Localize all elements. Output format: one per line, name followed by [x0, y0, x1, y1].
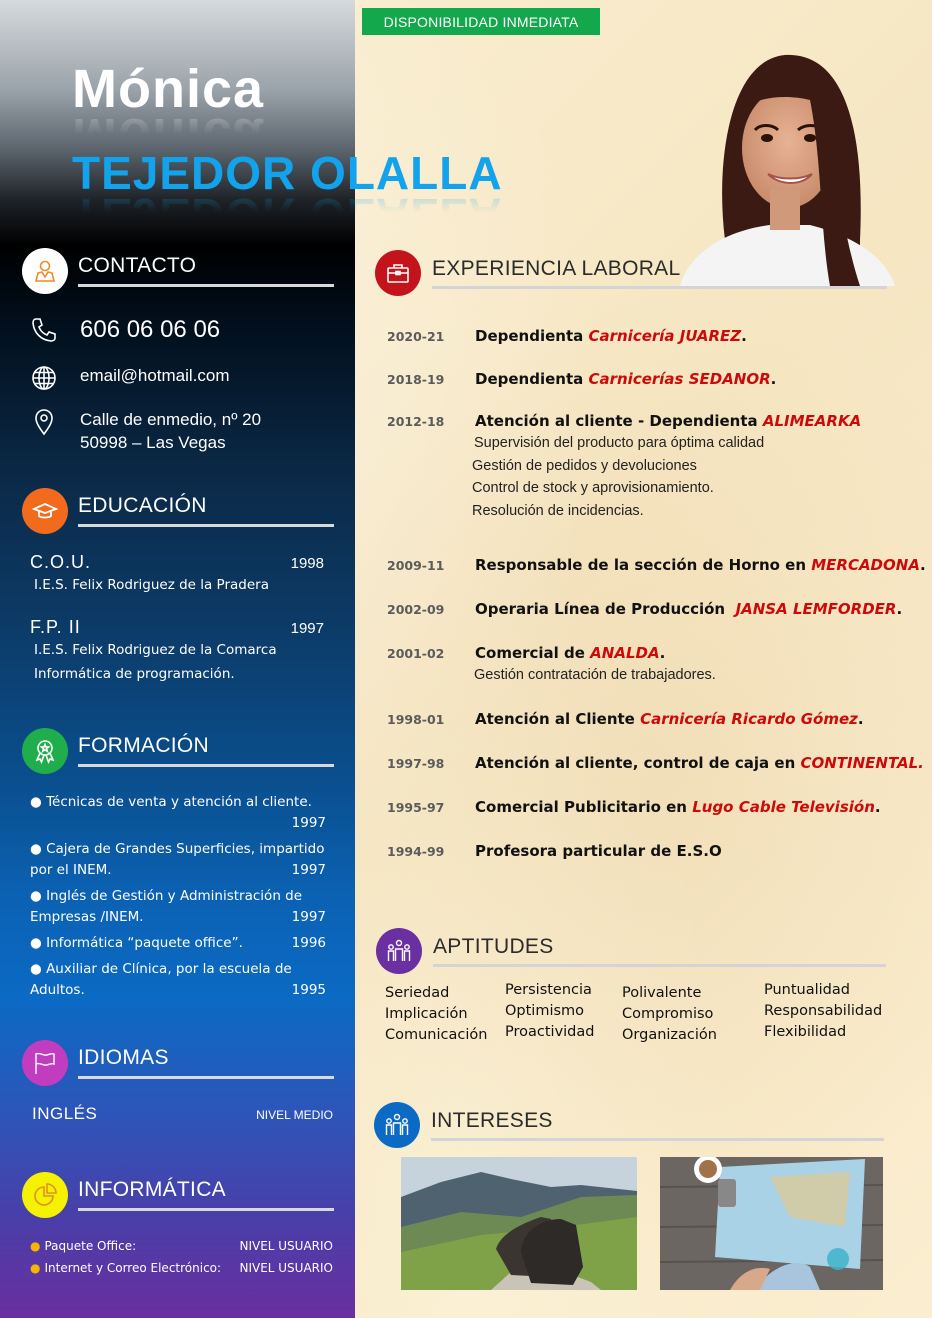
aptitudes-column — [622, 983, 744, 1046]
bullet-icon: ● — [30, 1239, 41, 1253]
aptitudes-column — [505, 980, 602, 1046]
experience-section-header — [375, 250, 887, 298]
award-icon — [22, 728, 68, 774]
language-level: NIVEL MEDIO — [256, 1108, 333, 1122]
experience-title: EXPERIENCIA LABORAL — [432, 257, 681, 280]
aptitudes-column — [385, 983, 488, 1046]
education-school: I.E.S. Felix Rodriguez de la Comarca — [34, 642, 277, 658]
aptitude: Persistencia — [505, 982, 592, 998]
it-skill-row — [30, 1235, 333, 1257]
section-divider — [431, 1138, 884, 1141]
section-divider — [78, 524, 334, 527]
pie-chart-icon — [22, 1172, 68, 1218]
job-detail: Resolución de incidencias. — [472, 502, 644, 519]
job-years: 2001-02 — [387, 646, 445, 661]
punctuation: . — [770, 370, 777, 388]
aptitude: Seriedad — [385, 985, 450, 1001]
bullet-icon: ● — [30, 1261, 41, 1275]
job-entry — [387, 840, 722, 862]
job-entry — [387, 410, 861, 522]
it-title: INFORMÁTICA — [78, 1178, 226, 1201]
formation-course-cont: por el INEM. — [30, 862, 112, 878]
formation-course: ● Informática “paquete office”. — [30, 935, 243, 951]
briefcase-icon — [375, 250, 421, 296]
education-item — [30, 552, 324, 597]
it-skill-level: NIVEL USUARIO — [239, 1261, 333, 1275]
job-entry — [387, 642, 716, 687]
formation-item — [30, 933, 326, 954]
aptitude: Implicación — [385, 1006, 468, 1022]
section-divider — [78, 284, 334, 287]
address-line-1: Calle de enmedio, nº 20 — [80, 410, 262, 429]
job-company: MERCADONA — [811, 556, 920, 574]
education-year: 1997 — [290, 620, 324, 637]
education-specialty: Informática de programación. — [34, 666, 235, 682]
job-years: 2012-18 — [387, 414, 445, 429]
formation-course: ● Técnicas de venta y atención al cliente. — [30, 794, 312, 810]
job-years: 1998-01 — [387, 712, 445, 727]
team-icon — [376, 928, 422, 974]
availability-badge: DISPONIBILIDAD INMEDIATA — [362, 8, 600, 35]
job-entry — [387, 752, 924, 774]
punctuation: . — [896, 600, 903, 618]
job-role: Atención al cliente, control de caja en — [475, 754, 801, 772]
formation-year: 1997 — [291, 815, 326, 831]
travel-map-planning-photo — [660, 1157, 883, 1290]
section-divider — [78, 764, 334, 767]
punctuation: . — [741, 327, 747, 345]
aptitudes-title: APTITUDES — [433, 935, 554, 958]
person-icon — [22, 248, 68, 294]
job-years: 2002-09 — [387, 602, 445, 617]
job-company: ANALDA — [590, 644, 660, 662]
formation-title: FORMACIÓN — [78, 734, 210, 757]
address-line-2: 50998 – Las Vegas — [80, 433, 226, 452]
job-company: ALIMEARKA — [762, 412, 862, 430]
job-entry — [387, 708, 864, 730]
job-detail: Gestión contratación de trabajadores. — [474, 667, 716, 683]
formation-item — [30, 959, 326, 1001]
job-years: 2020-21 — [387, 329, 445, 344]
job-role: Comercial de — [475, 644, 591, 662]
address — [80, 408, 261, 454]
location-pin-icon — [30, 408, 58, 436]
job-role: Profesora particular de E.S.O — [475, 842, 722, 860]
section-divider — [433, 964, 886, 967]
education-year: 1998 — [290, 555, 324, 572]
job-role: Atención al cliente - Dependienta — [475, 412, 763, 430]
aptitude: Responsabilidad — [764, 1003, 883, 1019]
job-years: 2009-11 — [387, 558, 445, 573]
job-years: 1994-99 — [387, 844, 445, 859]
aptitude: Optimismo — [505, 1003, 585, 1019]
it-skill-level: NIVEL USUARIO — [239, 1239, 333, 1253]
job-company: Carnicería JUAREZ — [588, 327, 742, 345]
it-skills-list — [30, 1235, 333, 1279]
contact-section-header — [22, 248, 334, 296]
punctuation: . — [659, 644, 666, 662]
job-company: JANSA LEMFORDER — [735, 600, 897, 618]
job-role: Atención al Cliente — [475, 710, 641, 728]
interests-section-header — [374, 1102, 884, 1150]
formation-year: 1997 — [291, 862, 326, 878]
formation-item — [30, 886, 326, 928]
job-role: Comercial Publicitario en — [475, 798, 693, 816]
aptitude: Comunicación — [385, 1027, 488, 1043]
first-name: Mónica — [72, 59, 265, 119]
aptitudes-section-header — [376, 928, 886, 976]
education-school: I.E.S. Felix Rodriguez de la Pradera — [34, 577, 269, 593]
job-years: 1997-98 — [387, 756, 445, 771]
punctuation: . — [857, 710, 864, 728]
languages-title: IDIOMAS — [78, 1046, 169, 1069]
contact-phone-row — [30, 316, 220, 344]
languages-section-header — [22, 1040, 334, 1088]
formation-year: 1995 — [291, 982, 326, 998]
formation-year: 1996 — [291, 935, 326, 951]
job-company: Carnicería Ricardo Gómez — [640, 710, 858, 728]
interests-title: INTERESES — [431, 1109, 553, 1132]
section-divider — [78, 1076, 334, 1079]
globe-icon — [30, 364, 58, 392]
hiking-boots-mountain-photo — [401, 1157, 637, 1290]
contact-email-row — [30, 364, 230, 392]
job-company: Carnicerías SEDANOR — [588, 370, 771, 388]
it-section-header — [22, 1172, 334, 1220]
formation-course: ● Inglés de Gestión y Administración de — [30, 888, 303, 904]
aptitude: Flexibilidad — [764, 1024, 847, 1040]
formation-course-cont: Empresas /INEM. — [30, 909, 144, 925]
aptitudes-grid — [385, 980, 902, 1046]
section-divider — [432, 286, 887, 289]
job-entry — [387, 796, 881, 818]
job-company: Lugo Cable Televisión — [692, 798, 875, 816]
job-entry — [387, 598, 902, 620]
job-entry — [387, 368, 776, 390]
job-company: CONTINENTAL. — [800, 754, 924, 772]
job-years: 2018-19 — [387, 372, 445, 387]
it-skill-name: Paquete Office: — [44, 1239, 137, 1253]
it-skill-row — [30, 1257, 333, 1279]
aptitude: Polivalente — [622, 985, 702, 1001]
formation-course-cont: Adultos. — [30, 982, 85, 998]
aptitude: Proactividad — [505, 1024, 595, 1040]
it-skill-name: Internet y Correo Electrónico: — [44, 1261, 222, 1275]
punctuation: . — [919, 556, 926, 574]
aptitude: Organización — [622, 1027, 717, 1043]
aptitude: Compromiso — [622, 1006, 714, 1022]
section-divider — [78, 1208, 334, 1211]
punctuation: . — [874, 798, 881, 816]
job-entry — [387, 554, 926, 576]
last-name: TEJEDOR OLALLA — [72, 147, 503, 199]
job-role: Responsable de la sección de Horno en — [475, 556, 812, 574]
education-degree: F.P. II — [30, 617, 81, 637]
contact-title: CONTACTO — [78, 254, 197, 277]
contact-address-row — [30, 408, 261, 454]
language-row — [32, 1104, 333, 1124]
flag-icon — [22, 1040, 68, 1086]
phone-icon — [30, 316, 58, 344]
team-icon — [374, 1102, 420, 1148]
formation-year: 1997 — [291, 909, 326, 925]
job-role: Dependienta — [475, 370, 589, 388]
education-degree: C.O.U. — [30, 552, 92, 572]
job-role: Operaria Línea de Producción — [475, 600, 736, 618]
phone-number[interactable]: 606 06 06 06 — [80, 316, 221, 343]
education-section-header — [22, 488, 334, 536]
aptitudes-column — [764, 980, 882, 1046]
formation-item — [30, 839, 326, 881]
education-item — [30, 617, 324, 686]
education-title: EDUCACIÓN — [78, 494, 207, 517]
job-detail: Control de stock y aprovisionamiento. — [472, 480, 714, 496]
job-role: Dependienta — [475, 327, 589, 345]
email-address[interactable]: email@hotmail.com — [80, 366, 230, 385]
job-entry — [387, 325, 747, 347]
language-name: INGLÉS — [32, 1104, 98, 1123]
job-detail: Gestión de pedidos y devoluciones — [472, 457, 697, 474]
aptitude: Puntualidad — [764, 982, 850, 998]
job-years: 1995-97 — [387, 800, 445, 815]
graduation-cap-icon — [22, 488, 68, 534]
formation-section-header — [22, 728, 334, 776]
formation-course: ● Auxiliar de Clínica, por la escuela de — [30, 961, 292, 977]
formation-course: ● Cajera de Grandes Superficies, impartido — [30, 841, 325, 857]
formation-list — [30, 792, 326, 1006]
formation-item — [30, 792, 326, 834]
job-detail: Supervisión del producto para óptima calidad — [474, 435, 765, 451]
